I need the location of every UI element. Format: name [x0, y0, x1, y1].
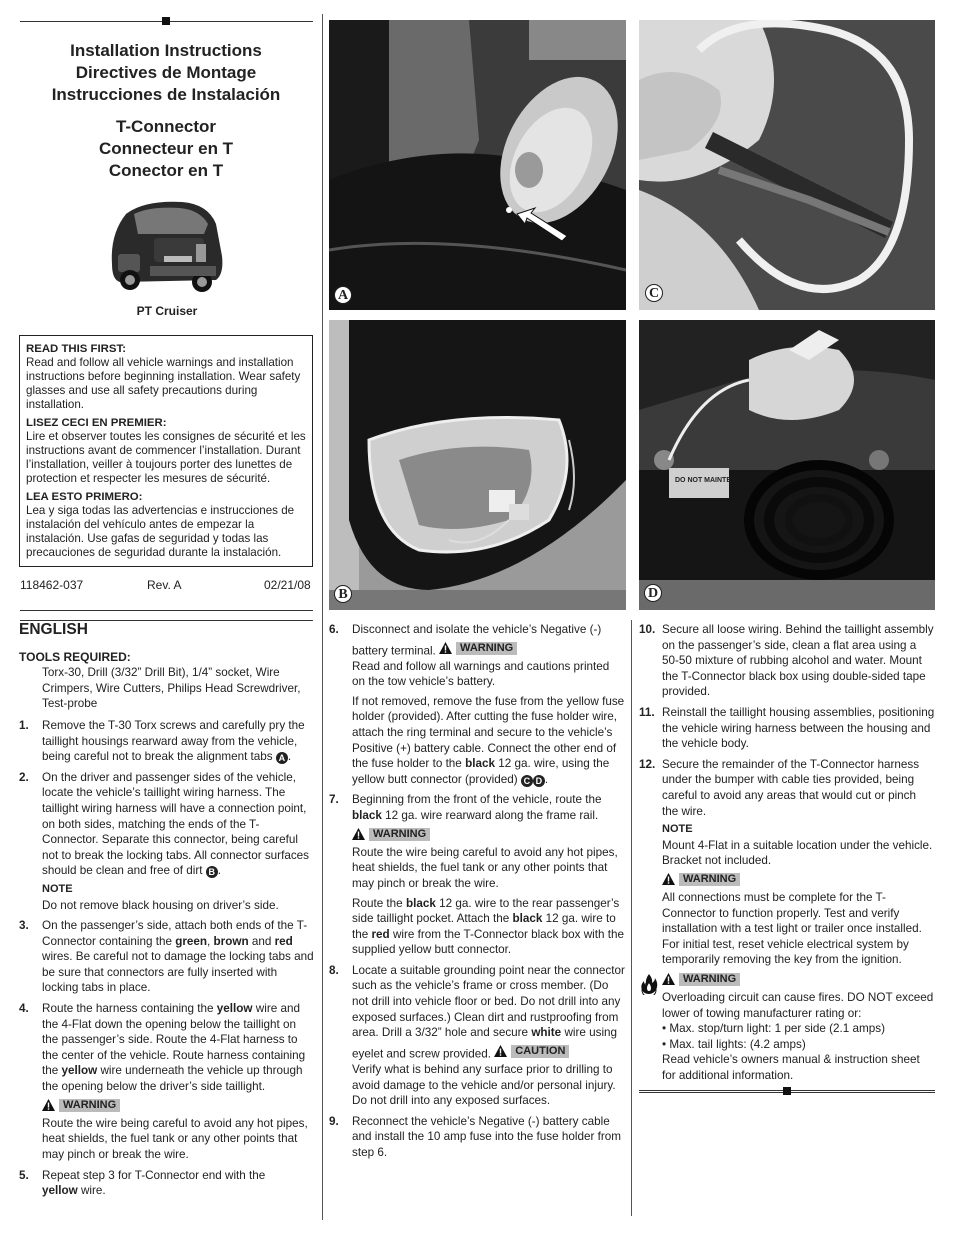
photo-label-d: D	[644, 584, 662, 602]
photo-a	[329, 20, 626, 310]
step-2: 2. On the driver and passenger sides of the vehicle, locate the vehicle’s taillight wiring harness. The taillight wiring harness will have a connection point, on both sides, matching the ends of the T-Connector. Separate this connector, being careful not to break the locking tabs. All connector surfaces should be clean and free of dirt B . NOTE Do not remove black housing on driver’s side.	[19, 770, 315, 913]
battery-sticker-text: DO NOT MAINTE	[675, 477, 731, 484]
step-9	[329, 1114, 625, 1161]
wire-color: green	[175, 934, 208, 948]
warning-icon	[352, 828, 365, 840]
step-text: Secure the remainder of the T-Connector harness under the bumper with cable ties provided, being careful to avoid any areas that would cut or pinch the wire.	[662, 757, 920, 818]
step-number: 4.	[19, 1002, 29, 1016]
warning-text: Route the wire being careful to avoid any hot pipes, heat shields, the fuel tank or any other points that may pinch or break the wire.	[42, 1116, 308, 1161]
conjunction: and	[251, 934, 272, 948]
read-first-box	[19, 335, 313, 567]
read-first-heading-fr: LISEZ CECI EN PREMIER:	[26, 417, 167, 429]
caution-badge	[494, 1045, 569, 1058]
vehicle-image	[104, 194, 228, 298]
wire-color: brown	[213, 934, 249, 948]
ref-circle-b: B	[206, 866, 218, 878]
step-paragraph	[352, 896, 625, 958]
title-spanish: Instrucciones de Instalación	[51, 85, 281, 104]
step-text: wires. Be careful not to damage the locking tabs and be sure that connectors are fully inserted with locking tabs in place.	[42, 950, 314, 995]
warning-badge	[662, 973, 740, 986]
wire-color: black	[405, 896, 436, 910]
photo-label-b: B	[334, 585, 352, 603]
photo-d	[639, 320, 935, 610]
step-text: wire using eyelet and screw provided.	[352, 1026, 618, 1061]
read-first-heading-es: LEA ESTO PRIMERO:	[26, 491, 143, 503]
step-text: Secure all loose wiring. Behind the taillight assembly on the passenger’s side, clean a flat area using a 50-50 mixture of rubbing alcohol and water. Mount the T-Connector black box using double-sided tape provided.	[662, 623, 934, 699]
step-11	[639, 705, 935, 752]
step-text: wire.	[80, 1184, 106, 1198]
column-3	[639, 622, 935, 1084]
product-french: Connecteur en T	[98, 139, 234, 158]
wire-color: black	[512, 912, 543, 926]
read-first-heading-en: READ THIS FIRST:	[26, 343, 126, 355]
warning-icon	[662, 873, 675, 885]
fire-bullet-3: Read vehicle’s owners manual & instruction sheet for additional information.	[662, 1053, 920, 1083]
step-text: Route the	[352, 896, 403, 910]
photo-label-a: A	[334, 286, 352, 304]
caution-icon	[494, 1045, 507, 1057]
product-english: T-Connector	[115, 117, 217, 136]
column-1	[19, 622, 315, 1204]
step-text: wire underneath the vehicle up through the opening below the driver’s side taillight.	[42, 1064, 303, 1094]
step-paragraph: If not removed, remove the fuse from the yellow fuse holder (provided). After cutting the fuse holder wire, attach the ring terminal and secure to the vehicle’s Positive (+) battery cable. Connect the other end of the fuse holder to the black 12 ga. wire, using the yellow butt connector (provided) C D .	[352, 694, 625, 786]
fire-warning-text: Overloading circuit can cause fires. DO NOT exceed lower of towing manufacturer rating or:	[662, 991, 934, 1020]
doc-date: 02/21/08	[264, 578, 311, 592]
wire-color: black	[352, 809, 382, 823]
step-text: On the passenger’s side, attach both ends of the T-Connector containing the	[42, 919, 308, 948]
step-text: Route the harness containing the	[42, 1002, 214, 1016]
meta-rule	[20, 610, 313, 611]
warning-text: Route the wire being careful to avoid any hot pipes, heat shields, the fuel tank or any other points that may pinch or break the wire.	[352, 845, 618, 890]
step-number: 6.	[329, 623, 339, 636]
wire-color: yellow	[61, 1064, 98, 1078]
title-block	[20, 40, 312, 106]
note-heading: NOTE	[662, 823, 693, 836]
step-3	[19, 918, 315, 996]
fire-bullet-2: • Max. tail lights: (4.2 amps)	[662, 1037, 806, 1051]
warning-label: WARNING	[679, 873, 740, 886]
step-text: 12 ga. wire, using the yellow butt connector (provided)	[352, 757, 610, 786]
punctuation: ,	[207, 934, 211, 948]
rule-marker	[162, 17, 170, 25]
ref-circle-d: D	[533, 775, 545, 787]
warning-badge	[352, 828, 430, 841]
note-heading: NOTE	[42, 882, 73, 895]
step-6	[329, 622, 625, 787]
product-block	[20, 116, 312, 182]
part-number: 118462-037	[20, 578, 84, 592]
column-divider	[631, 620, 632, 1216]
warning-icon	[42, 1099, 55, 1111]
step-text: Reinstall the taillight housing assemblies, positioning the vehicle wiring harness between the housing and the vehicle body.	[662, 705, 935, 751]
warning-label: WARNING	[59, 1099, 120, 1112]
wire-color: yellow	[216, 1002, 253, 1016]
step-text: 12 ga. wire to the rear passenger’s side taillight pocket. Attach the	[352, 896, 620, 926]
step-12	[639, 757, 935, 968]
step-number: 3.	[19, 919, 29, 933]
step-number: 8.	[329, 963, 339, 977]
step-text: 12 ga. wire rearward along the frame rail.	[385, 809, 599, 823]
rule-marker	[783, 1087, 791, 1095]
read-first-text-en: Read and follow all vehicle warnings and installation instructions before beginning installation. Wear safety glasses and use all safety precautions during installation.	[26, 356, 301, 411]
step-text: Locate a suitable grounding point near the connector such as the vehicle’s frame or cross member. (Do not drill into vehicle floor or bed. Do not drill into any exposed surfaces.) Clean dirt and rustproofing from area. Drill a 3/32” hole and secure	[352, 963, 625, 1040]
vehicle-caption: PT Cruiser	[136, 304, 198, 318]
photo-label-c: C	[645, 284, 663, 302]
wire-color: red	[274, 934, 293, 948]
step-number: 9.	[329, 1114, 339, 1128]
wire-color: red	[371, 927, 390, 941]
step-text: Beginning from the front of the vehicle, route the	[352, 793, 602, 807]
step-number: 5.	[19, 1168, 29, 1182]
step-10	[639, 622, 935, 700]
step-text: wire and the 4-Flat down the opening below the taillight on the passenger’s side. Route the 4-Flat harness to the center of the vehicle. Route harness containing the	[42, 1002, 306, 1078]
warning-label: WARNING	[369, 828, 430, 841]
step-number: 7.	[329, 793, 339, 807]
step-text: Repeat step 3 for T-Connector end with the	[42, 1168, 266, 1182]
warning-icon	[439, 642, 452, 654]
column-2	[329, 622, 625, 1166]
step-7	[329, 792, 625, 957]
wire-color: yellow	[42, 1184, 78, 1198]
step-number: 1.	[19, 718, 29, 732]
column-divider	[322, 14, 323, 1220]
step-text: Disconnect and isolate the vehicle’s Negative (-) battery terminal.	[352, 623, 602, 658]
step-text: On the driver and passenger sides of the vehicle, locate the vehicle’s taillight wiring harness. The taillight wiring harness will have a connection point, on both sides, matching the ends of the T-Connector. Separate this connector, being careful not to break the locking tabs. All connector surfaces should be clean and free of dirt	[42, 770, 310, 878]
fire-bullet-1: • Max. stop/turn light: 1 per side (2.1 amps)	[662, 1022, 886, 1036]
step-text: Reconnect the vehicle’s Negative (-) battery cable and install the 10 amp fuse into the fuse holder from step 6.	[352, 1114, 621, 1159]
photo-b	[329, 320, 626, 610]
warning-icon	[662, 973, 675, 985]
step-number: 11.	[639, 705, 655, 719]
tools-heading: TOOLS REQUIRED:	[19, 649, 131, 664]
step-text: 12 ga. wire to the	[352, 912, 616, 941]
step-8	[329, 963, 625, 1109]
step-5	[19, 1168, 315, 1199]
ref-circle-c: C	[521, 775, 533, 787]
warning-label: WARNING	[679, 973, 740, 986]
warning-badge	[42, 1099, 120, 1112]
title-english: Installation Instructions	[70, 41, 262, 60]
fire-icon	[639, 973, 659, 995]
title-french: Directives de Montage	[75, 63, 257, 82]
warning-text: All connections must be complete for the T-Connector to function properly. Test and verify installation with a test light or trailer once installed. For initial test, reset vehicle electrical system by temporarily removing the key from the ignition.	[662, 891, 922, 967]
step-text: Remove the T-30 Torx screws and carefully pry the taillight housings rearward away from the vehicle, being careful not to break the alignment tabs	[42, 718, 305, 764]
warning-label: WARNING	[456, 642, 517, 655]
read-first-text-es: Lea y siga todas las advertencias e instrucciones de instalación del vehículo antes de empezar la instalación. Use gafas de seguridad y todas las precauciones de seguridad durante la instalación.	[26, 504, 295, 559]
step-1: 1. Remove the T-30 Torx screws and carefully pry the taillight housings rearward away from the vehicle, being careful not to break the alignment tabs A .	[19, 718, 305, 764]
warning-text: Read and follow all warnings and cautions printed on the tow vehicle’s battery.	[352, 659, 610, 689]
step-number: 12.	[639, 757, 656, 771]
fire-warning	[639, 973, 935, 1084]
step-number: 10.	[639, 623, 656, 636]
tools-text: Torx-30, Drill (3/32” Drill Bit), 1/4” socket, Wire Crimpers, Wire Cutters, Philips Head Screwdriver, Test-probe	[42, 666, 301, 711]
step-text: If not removed, remove the fuse from the yellow fuse holder (provided). After cutting the fuse holder wire, attach the ring terminal and secure to the vehicle’s Positive (+) battery cable. Connect the other end of the fuse holder to the	[352, 694, 625, 771]
note-text: Mount 4-Flat in a suitable location under the vehicle. Bracket not included.	[662, 838, 933, 868]
wire-color: white	[531, 1026, 562, 1040]
read-first-text-fr: Lire et observer toutes les consignes de sécurité et les instructions avant de commencer l’installation. Durant l’installation, veiller à toujours porter des lunettes de protection et respecter les mesures de sécurité.	[26, 430, 306, 485]
step-4	[19, 1001, 315, 1162]
ref-circle-a: A	[276, 752, 288, 764]
english-heading: ENGLISH	[19, 621, 88, 638]
wire-color: black	[465, 757, 495, 771]
caution-text: Verify what is behind any surface prior to drilling to avoid damage to the vehicle and/or personal injury. Do not drill into any exposed surfaces.	[352, 1062, 616, 1108]
note-text: Do not remove black housing on driver’s side.	[42, 898, 279, 912]
warning-badge	[662, 873, 740, 886]
revision: Rev. A	[147, 578, 182, 592]
caution-label: CAUTION	[511, 1045, 569, 1058]
step-text: wire from the T-Connector black box with the supplied yellow butt connector.	[352, 927, 624, 957]
product-spanish: Conector en T	[108, 161, 224, 180]
warning-badge	[439, 642, 517, 655]
photo-c	[639, 20, 935, 310]
step-number: 2.	[19, 770, 29, 784]
